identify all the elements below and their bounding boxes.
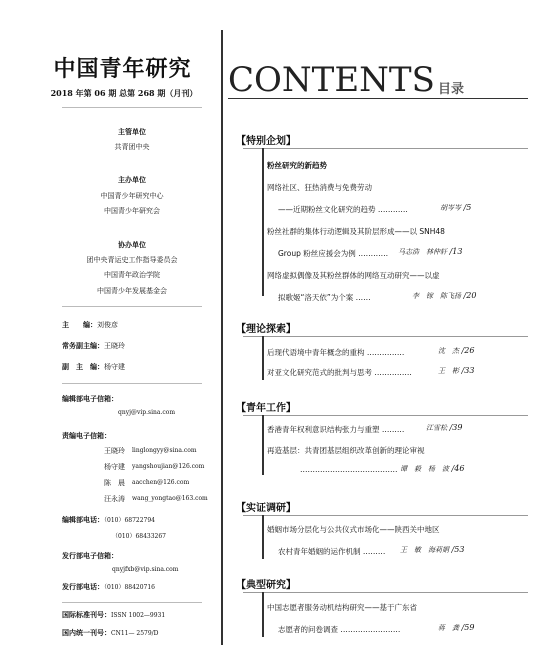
article-title[interactable]: 后现代语境中青年概念的重构 …………… [267,348,405,357]
article-meta: 江雪松 /39 [426,423,463,432]
issue-info: 2018 年第 06 期 总第 268 期（月刊） [50,88,198,98]
supervisor-label: 主管单位 [118,128,146,136]
article-title[interactable]: 粉丝研究的新趋势 [267,161,327,170]
contents-subtitle: 目录 [438,82,465,97]
article-meta: 沈 杰 /26 [438,346,475,355]
section-bar [262,592,264,637]
staff-name: 王晓玲 [104,447,125,455]
distribution-email[interactable]: qnyjfxb@vip.sina.com [112,566,179,573]
divider [62,107,202,108]
section-title: 【特别企划】 [236,136,296,147]
divider [62,383,202,384]
section-rule [243,336,528,337]
article-meta: 蒋 龚 /59 [438,623,475,632]
issn: 国际标准刊号：ISSN 1002—9931 [62,611,166,619]
magazine-title: 中国青年研究 [53,56,192,82]
vice-editor [62,362,125,372]
editorial-phone-2: （010）68433267 [112,533,166,540]
column-divider [221,30,223,645]
co-host-label: 协办单位 [118,241,146,249]
article-meta: 王 彬 /33 [438,366,475,375]
co-host-name: 团中央青运史工作指导委员会 [86,256,178,264]
host-name: 中国青少年研究会 [104,207,160,215]
article-meta: 谭 毅 杨 波 /46 [400,464,465,473]
article-title[interactable]: 农村青年婚姻的运作机制 ……… [278,547,386,556]
section-bar [262,336,264,380]
chief-editor-name: 刘俊彦 [97,321,118,329]
deputy-editor-name: 王晓玲 [104,342,125,350]
section-bar [262,148,264,296]
vice-editor-label: 副 主 编： [62,363,104,371]
heading-rule [228,98,528,99]
editorial-email-label: 编辑部电子信箱： [62,395,118,403]
article-title[interactable]: 再造基层：共青团基层组织改革创新的理论审视 [267,446,425,455]
chief-editor-label: 主 编： [62,321,97,329]
supervisor-name: 共青团中央 [114,143,150,151]
host-name: 中国青少年研究中心 [100,192,164,200]
section-title: 【理论探索】 [236,324,296,335]
distribution-phone: 发行部电话：（010）88420716 [62,583,155,591]
distribution-email-label: 发行部电子信箱： [62,552,118,560]
article-title[interactable]: Group 粉丝应援会为例 ………… [278,249,389,258]
staff-email[interactable]: yangshoujian@126.com [132,463,205,470]
article-title[interactable]: 网络社区、狂热消费与免费劳动 [267,183,372,192]
deputy-editor [62,341,125,351]
section-bar [262,415,264,475]
article-meta: 王 敏 海莉娟 /53 [400,545,465,554]
article-title[interactable]: 志愿者的问卷调查 …………………… [278,625,401,634]
article-meta: 李 镓 陈飞扬 /20 [412,291,477,300]
article-title[interactable]: 拟歌姬“洛天依”为个案 …… [278,293,371,302]
section-title: 【实证调研】 [236,503,296,514]
staff-name: 陈 晨 [104,479,125,487]
section-bar [262,515,264,559]
section-rule [243,515,528,516]
article-title[interactable]: 香港青年权利意识结构张力与重塑 ……… [267,425,405,434]
article-title[interactable]: ………………………………… [300,465,398,474]
article-title[interactable]: ——近期粉丝文化研究的趋势 ………… [278,205,408,214]
staff-email[interactable]: linglongyy@sina.com [132,447,197,454]
host-label: 主办单位 [118,176,146,184]
contents-heading: CONTENTS [228,60,435,100]
co-host-name: 中国青少年发展基金会 [97,287,167,295]
deputy-editor-label: 常务副主编： [62,342,104,350]
co-host-name: 中国青年政治学院 [104,271,160,279]
article-title[interactable]: 婚姻市场分层化与公共仪式市场化——陕西关中地区 [267,525,440,534]
editorial-phone: 编辑部电话：（010）68722794 [62,516,155,524]
article-title[interactable]: 中国志愿者服务动机结构研究——基于广东省 [267,603,417,612]
staff-email[interactable]: aacchen@126.com [132,479,190,486]
article-title[interactable]: 对亚文化研究范式的批判与思考 …………… [267,368,412,377]
staff-email[interactable]: wang_yongtao@163.com [132,495,208,502]
section-rule [243,415,528,416]
vice-editor-name: 杨守建 [104,363,125,371]
editorial-email[interactable]: qnyj@vip.sina.com [118,409,176,416]
divider [62,306,202,307]
article-title[interactable]: 网络虚拟偶像及其粉丝群体的网络互动研究——以虚 [267,271,440,280]
chief-editor [62,320,118,330]
article-meta: 马志浩 林仲轩 /13 [398,247,463,256]
article-title[interactable]: 粉丝社群的集体行动逻辑及其阶层形成——以 SNH48 [267,227,445,236]
section-rule [243,148,528,149]
section-title: 【典型研究】 [236,580,296,591]
staff-name: 杨守建 [104,463,125,471]
cn-number: 国内统一刊号：CN11— 2579/D [62,629,159,637]
article-meta: 胡岑岑 /5 [440,203,472,212]
staff-email-label: 责编电子信箱： [62,432,111,440]
staff-name: 汪永涛 [104,495,125,503]
masthead-column [0,0,217,645]
section-title: 【青年工作】 [236,403,296,414]
divider [62,602,202,603]
section-rule [243,592,528,593]
